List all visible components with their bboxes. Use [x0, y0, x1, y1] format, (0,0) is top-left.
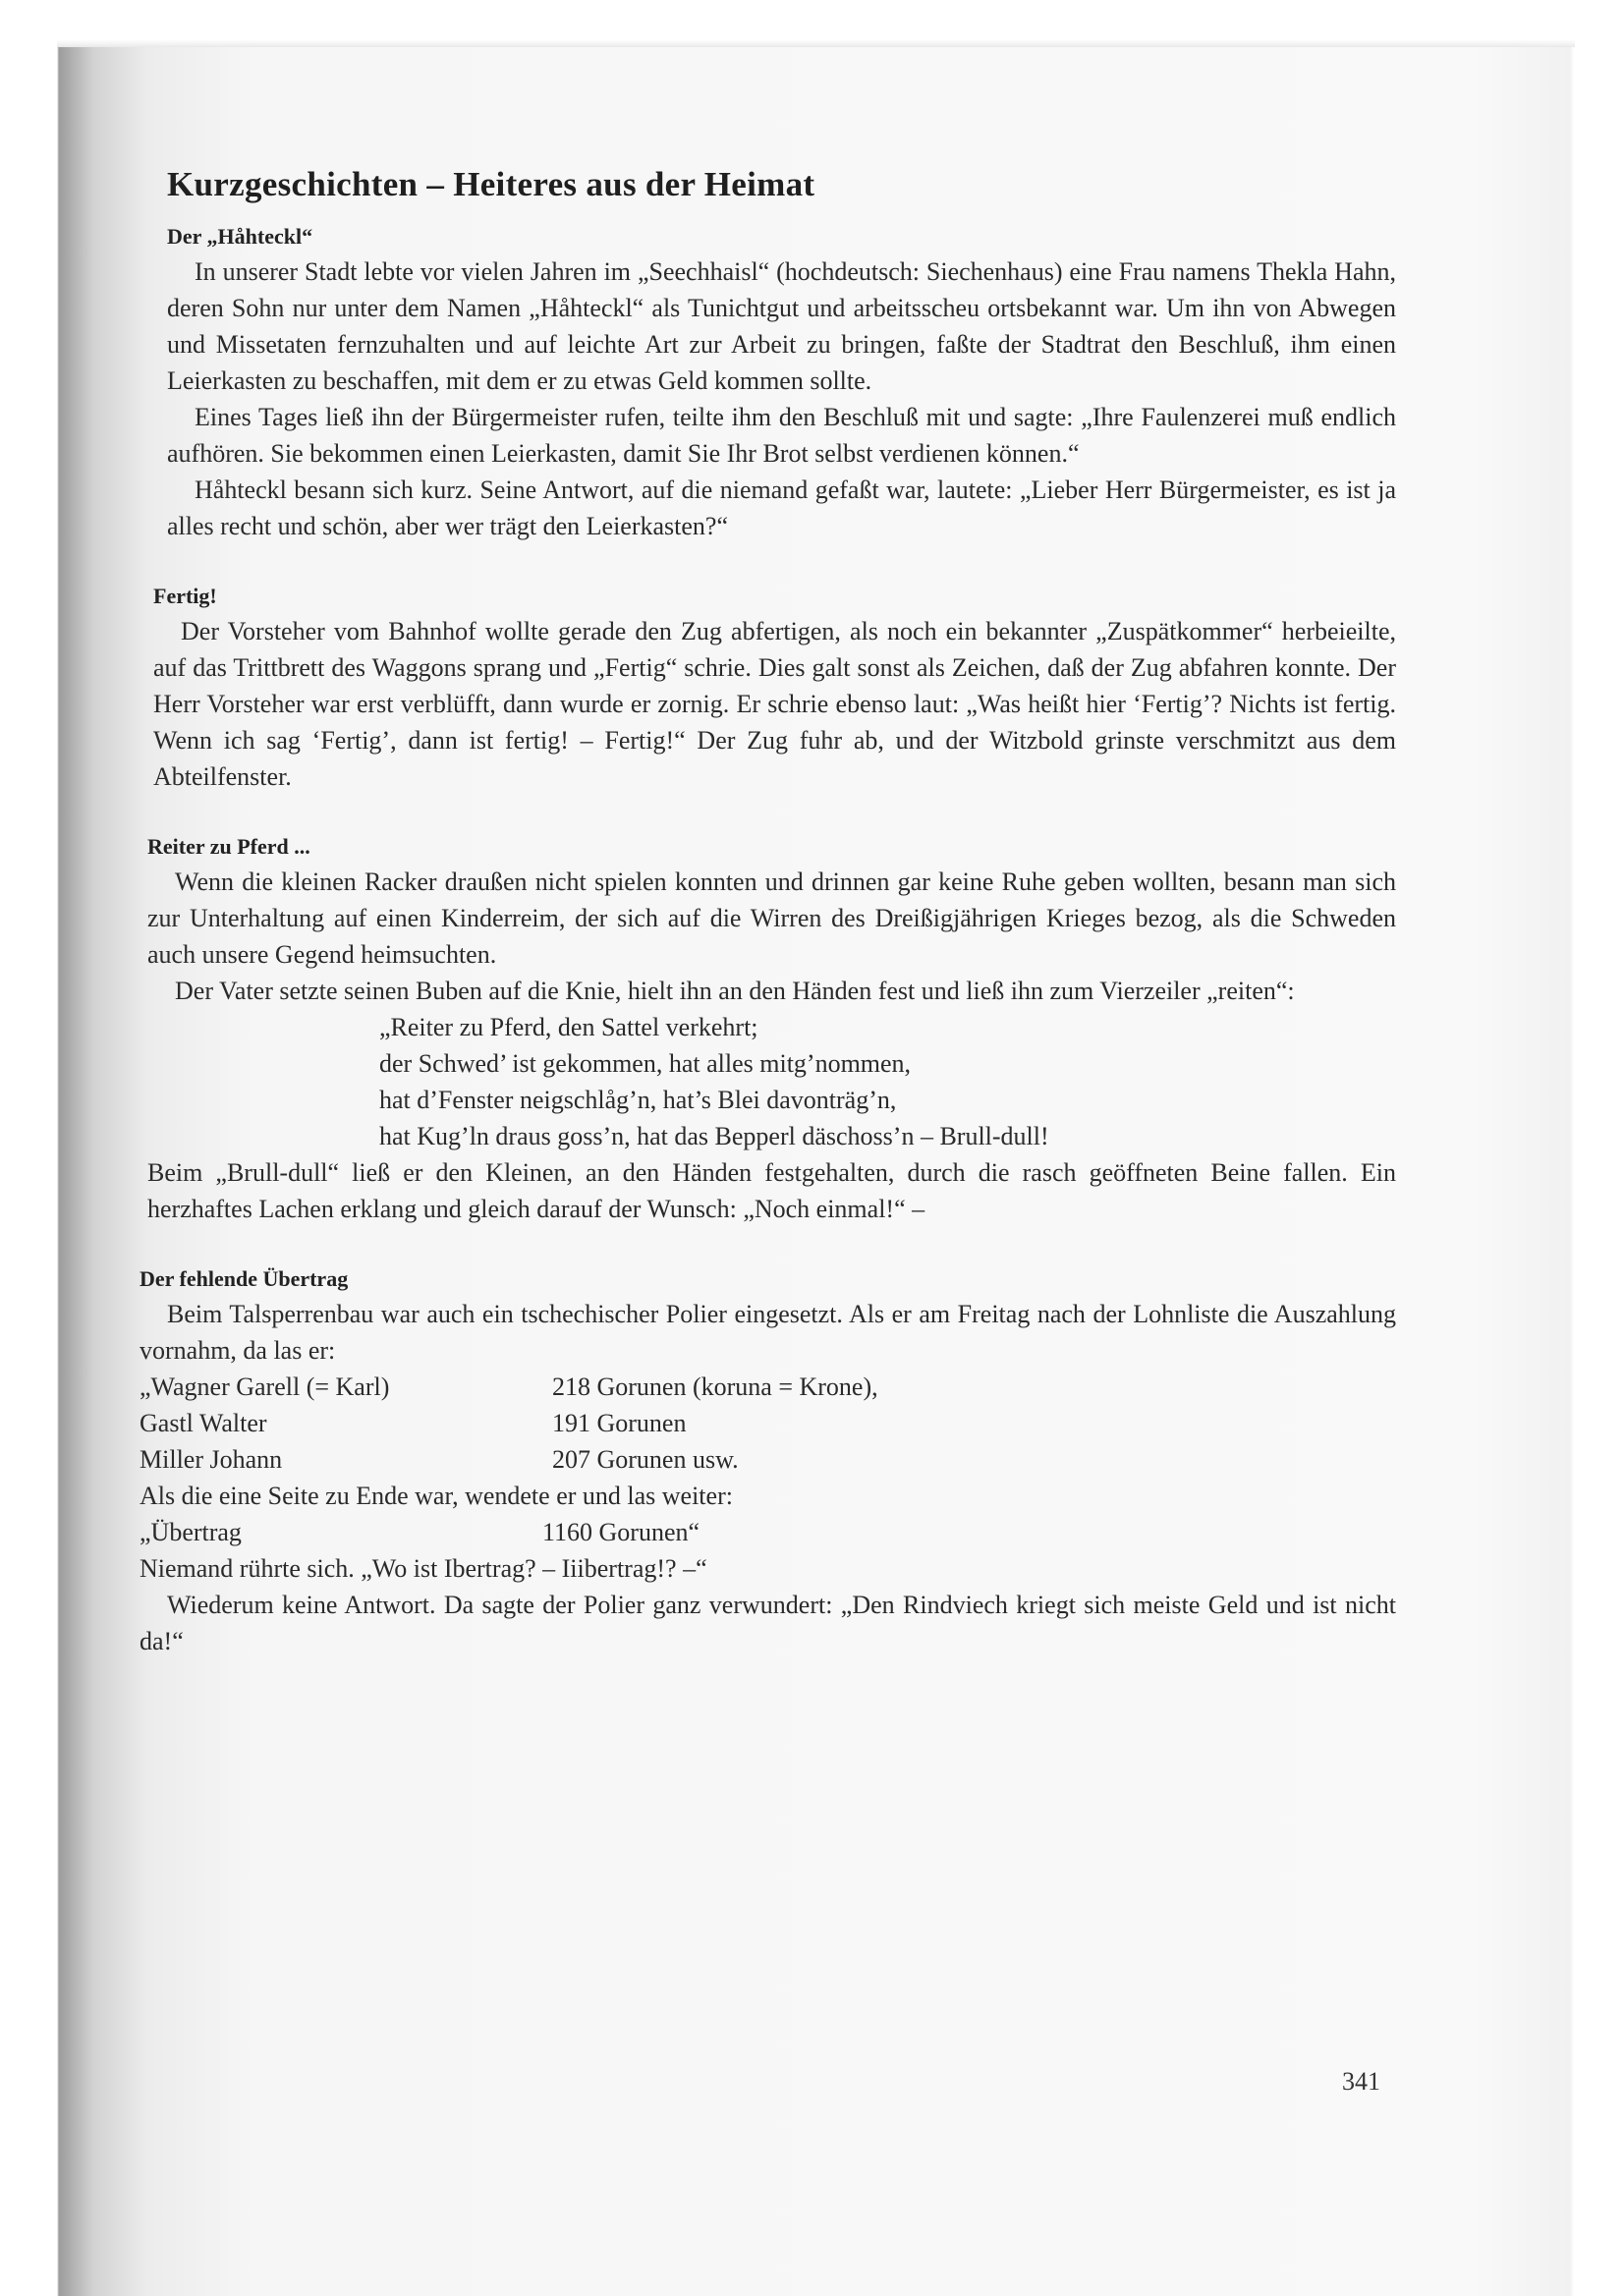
verse-line: der Schwed’ ist gekommen, hat alles mitg’nommen, [379, 1049, 912, 1078]
paragraph: Der Vorsteher vom Bahnhof wollte gerade den Zug abfertigen, als noch ein bekannter „Zuspätkommer“ herbeieilte, auf das Trittbrett des Waggons sprang und „Fertig“ schrie. Dies galt sonst als Zeichen, daß der Zug abfahren konnte. Der Herr Vorsteher war erst verblüfft, dann wurde er zornig. Er schrie ebenso laut: „Was heißt hier ‘Fertig’? Nichts ist fertig. Wenn ich sag ‘Fertig’, dann ist fertig! – Fertig!“ Der Zug fuhr ab, und der Witzbold grinste verschmitzt aus dem Abteilfenster. [153, 617, 1396, 791]
story-heading: Fertig! [153, 584, 217, 608]
verse [147, 1009, 1396, 1154]
pay-amount: 218 Gorunen (koruna = Krone), [552, 1372, 878, 1401]
story-heading: Reiter zu Pferd ... [147, 834, 310, 859]
verse-line: hat d’Fenster neigschlåg’n, hat’s Blei davonträg’n, [379, 1086, 897, 1114]
paragraph: Als die eine Seite zu Ende war, wendete er und las weiter: [140, 1482, 733, 1510]
paragraph: In unserer Stadt lebte vor vielen Jahren im „Seechhaisl“ (hochdeutsch: Siechenhaus) eine Frau namens Thekla Hahn, deren Sohn nur unter dem Namen „Håhteckl“ als Tunichtgut und arbeitsscheu ortsbekannt war. Um ihn von Abwegen und Missetaten fernzuhalten und auf leichte Art zur Arbeit zu bringen, faßte der Stadtrat den Beschluß, ihm einen Leierkasten zu beschaffen, mit dem er zu etwas Geld kommen sollte. [167, 257, 1396, 395]
paragraph: Beim Talsperrenbau war auch ein tschechischer Polier eingesetzt. Als er am Freitag nach der Lohnliste die Auszahlung vornahm, da las er: [140, 1300, 1396, 1365]
pay-name: Gastl Walter [140, 1409, 267, 1437]
verse-line: hat Kug’ln draus goss’n, hat das Bepperl däschoss’n – Brull-dull! [379, 1122, 1049, 1150]
paragraph: Håhteckl besann sich kurz. Seine Antwort, auf die niemand gefaßt war, lautete: „Lieber Herr Bürgermeister, es ist ja alles recht und schön, aber wer trägt den Leierkasten?“ [167, 476, 1396, 540]
pay-name: Miller Johann [140, 1445, 283, 1474]
page-number: 341 [1342, 2067, 1380, 2096]
story-heading: Der fehlende Übertrag [140, 1266, 349, 1291]
paragraph: Wiederum keine Antwort. Da sagte der Polier ganz verwundert: „Den Rindviech kriegt sich meiste Geld und ist nicht da!“ [140, 1591, 1396, 1655]
pay-amount: 207 Gorunen usw. [552, 1445, 739, 1474]
story-fertig [134, 584, 1396, 795]
page-content [134, 165, 1396, 1699]
pay-amount: 191 Gorunen [552, 1409, 687, 1437]
paragraph: Der Vater setzte seinen Buben auf die Knie, hielt ihn an den Händen fest und ließ ihn zum Vierzeiler „reiten“: [175, 977, 1295, 1005]
paragraph: Beim „Brull-dull“ ließ er den Kleinen, an den Händen festgehalten, durch die rasch geöffneten Beine fallen. Ein herzhaftes Lachen erklang und gleich darauf der Wunsch: „Noch einmal!“ – [147, 1158, 1396, 1223]
pay-amount: 1160 Gorunen“ [542, 1518, 700, 1546]
pay-name: „Übertrag [140, 1518, 242, 1546]
carry-line [140, 1514, 1396, 1550]
verse-line: „Reiter zu Pferd, den Sattel verkehrt; [379, 1013, 758, 1041]
paragraph: Wenn die kleinen Racker draußen nicht spielen konnten und drinnen gar keine Ruhe geben wollten, besann man sich zur Unterhaltung auf einen Kinderreim, der sich auf die Wirren des Dreißigjährigen Krieges bezog, als die Schweden auch unsere Gegend heimsuchten. [147, 868, 1396, 969]
story-heading: Der „Håhteckl“ [167, 224, 313, 249]
pay-name: „Wagner Garell (= Karl) [140, 1372, 390, 1401]
paragraph: Niemand rührte sich. „Wo ist Ibertrag? – Iiibertrag!? –“ [140, 1554, 707, 1583]
page-title: Kurzgeschichten – Heiteres aus der Heimat [167, 165, 815, 203]
paragraph: Eines Tages ließ ihn der Bürgermeister rufen, teilte ihm den Beschluß mit und sagte: „Ihre Faulenzerei muß endlich aufhören. Sie bekommen einen Leierkasten, damit Sie Ihr Brot selbst verdienen können.“ [167, 403, 1396, 468]
story-uebertrag [134, 1266, 1396, 1659]
story-reiter [134, 834, 1396, 1227]
story-hahteckl [134, 224, 1396, 544]
pay-list [140, 1369, 1396, 1478]
scan-top-edge [57, 0, 1575, 47]
